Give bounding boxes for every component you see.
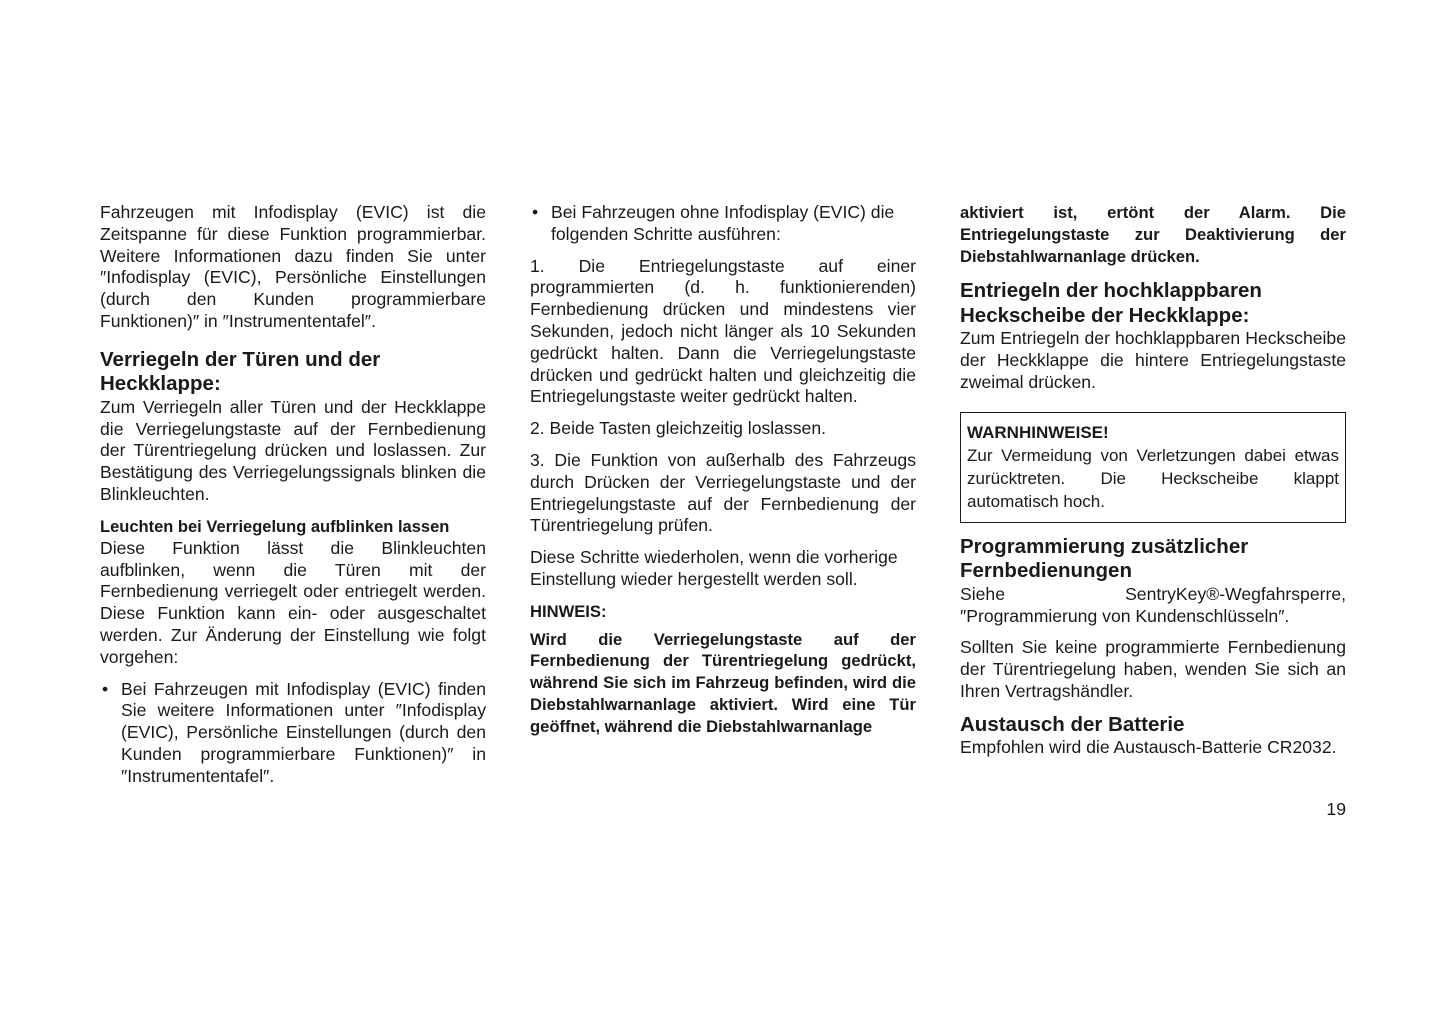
column-right xyxy=(960,202,1346,759)
subheading-flash-lights: Leuchten bei Verriegelung aufblinken lassen xyxy=(100,517,450,536)
intro-paragraph: Fahrzeugen mit Infodisplay (EVIC) ist die Zeitspanne für diese Funktion programmierbar. Weitere Informationen dazu finden Sie unter ″Infodisplay (EVIC), Persönliche Einstellungen (durch den Kunden programmierbare Funktionen)″ in ″Instrumententafel″. xyxy=(100,202,486,331)
heading-battery: Austausch der Batterie xyxy=(960,712,1185,736)
list-item: • Bei Fahrzeugen mit Infodisplay (EVIC) finden Sie weitere Informationen unter ″Infodisplay (EVIC), Persönliche Einstellungen (durch den Kunden programmierbare Funktionen)″ in ″Instrumententafel″. xyxy=(100,679,486,788)
note-continuation: aktiviert ist, ertönt der Alarm. Die Entriegelungstaste zur Deaktivierung der Diebstahlwarnanlage drücken. xyxy=(960,203,1346,266)
lock-doors-paragraph: Zum Verriegeln aller Türen und der Heckklappe die Verriegelungstaste auf der Fernbedienung der Türentriegelung drücken und loslassen. Zur Bestätigung des Verriegelungssignals blinken die Blinkleuchten. xyxy=(100,396,486,504)
program-paragraph: Siehe SentryKey®-Wegfahrsperre, ″Programmierung von Kundenschlüsseln″. xyxy=(960,583,1346,626)
repeat-paragraph: Diese Schritte wiederholen, wenn die vorherige Einstellung wieder hergestellt werden soll. xyxy=(530,547,898,589)
column-middle xyxy=(530,202,916,738)
step-3: 3. Die Funktion von außerhalb des Fahrzeugs durch Drücken der Verriegelungstaste und der Entriegelungstaste auf der Fernbedienung der Türentriegelung prüfen. xyxy=(530,449,916,536)
warning-box xyxy=(960,412,1346,523)
warning-title: WARNHINWEISE! xyxy=(967,422,1109,442)
note-label: HINWEIS: xyxy=(530,601,607,621)
list-item: • Bei Fahrzeugen ohne Infodisplay (EVIC) die folgenden Schritte ausführen: xyxy=(530,202,916,246)
note-paragraph: Wird die Verriegelungstaste auf der Fernbedienung der Türentriegelung gedrückt, während Sie sich im Fahrzeug befinden, wird die Diebstahlwarnanlage aktiviert. Wird eine Tür geöffnet, während die Diebstahlwarnanlage xyxy=(530,629,916,736)
step-2: 2. Beide Tasten gleichzeitig loslassen. xyxy=(530,418,827,439)
warning-text: Zur Vermeidung von Verletzungen dabei etwas zurücktreten. Die Heckscheibe klappt automatisch hoch. xyxy=(967,445,1339,511)
column-left xyxy=(100,202,486,788)
bullet-list-evic xyxy=(100,679,486,788)
unlock-glass-paragraph: Zum Entriegeln der hochklappbaren Heckscheibe der Heckklappe die hintere Entriegelungstaste zweimal drücken. xyxy=(960,328,1346,392)
flash-lights-paragraph: Diese Funktion lässt die Blinkleuchten aufblinken, wenn die Türen mit der Fernbedienung verriegelt oder entriegelt werden. Diese Funktion kann ein- oder ausgeschaltet werden. Zur Änderung der Einstellung wie folgt vorgehen: xyxy=(100,537,486,667)
dealer-paragraph: Sollten Sie keine programmierte Fernbedienung der Türentriegelung haben, wenden Sie sich an Ihren Vertragshändler. xyxy=(960,637,1346,701)
step-1: 1. Die Entriegelungstaste auf einer programmierten (d. h. funktionierenden) Fernbedienung drücken und mindestens vier Sekunden, jedoch nicht länger als 10 Sekunden gedrückt halten. Dann die Verriegelungstaste drücken und gedrückt halten und gleichzeitig die Entriegelungstaste weiter gedrückt halten. xyxy=(530,255,916,407)
page-number: 19 xyxy=(1326,799,1346,819)
heading-program-remotes: Programmierung zusätzlicher Fernbedienungen xyxy=(960,534,1249,583)
heading-lock-doors: Verriegeln der Türen und der Heckklappe: xyxy=(100,347,381,396)
heading-unlock-glass: Entriegeln der hochklappbaren Heckscheibe der Heckklappe: xyxy=(960,279,1262,327)
bullet-list-no-evic xyxy=(530,202,916,246)
battery-paragraph: Empfohlen wird die Austausch-Batterie CR2032. xyxy=(960,737,1337,758)
